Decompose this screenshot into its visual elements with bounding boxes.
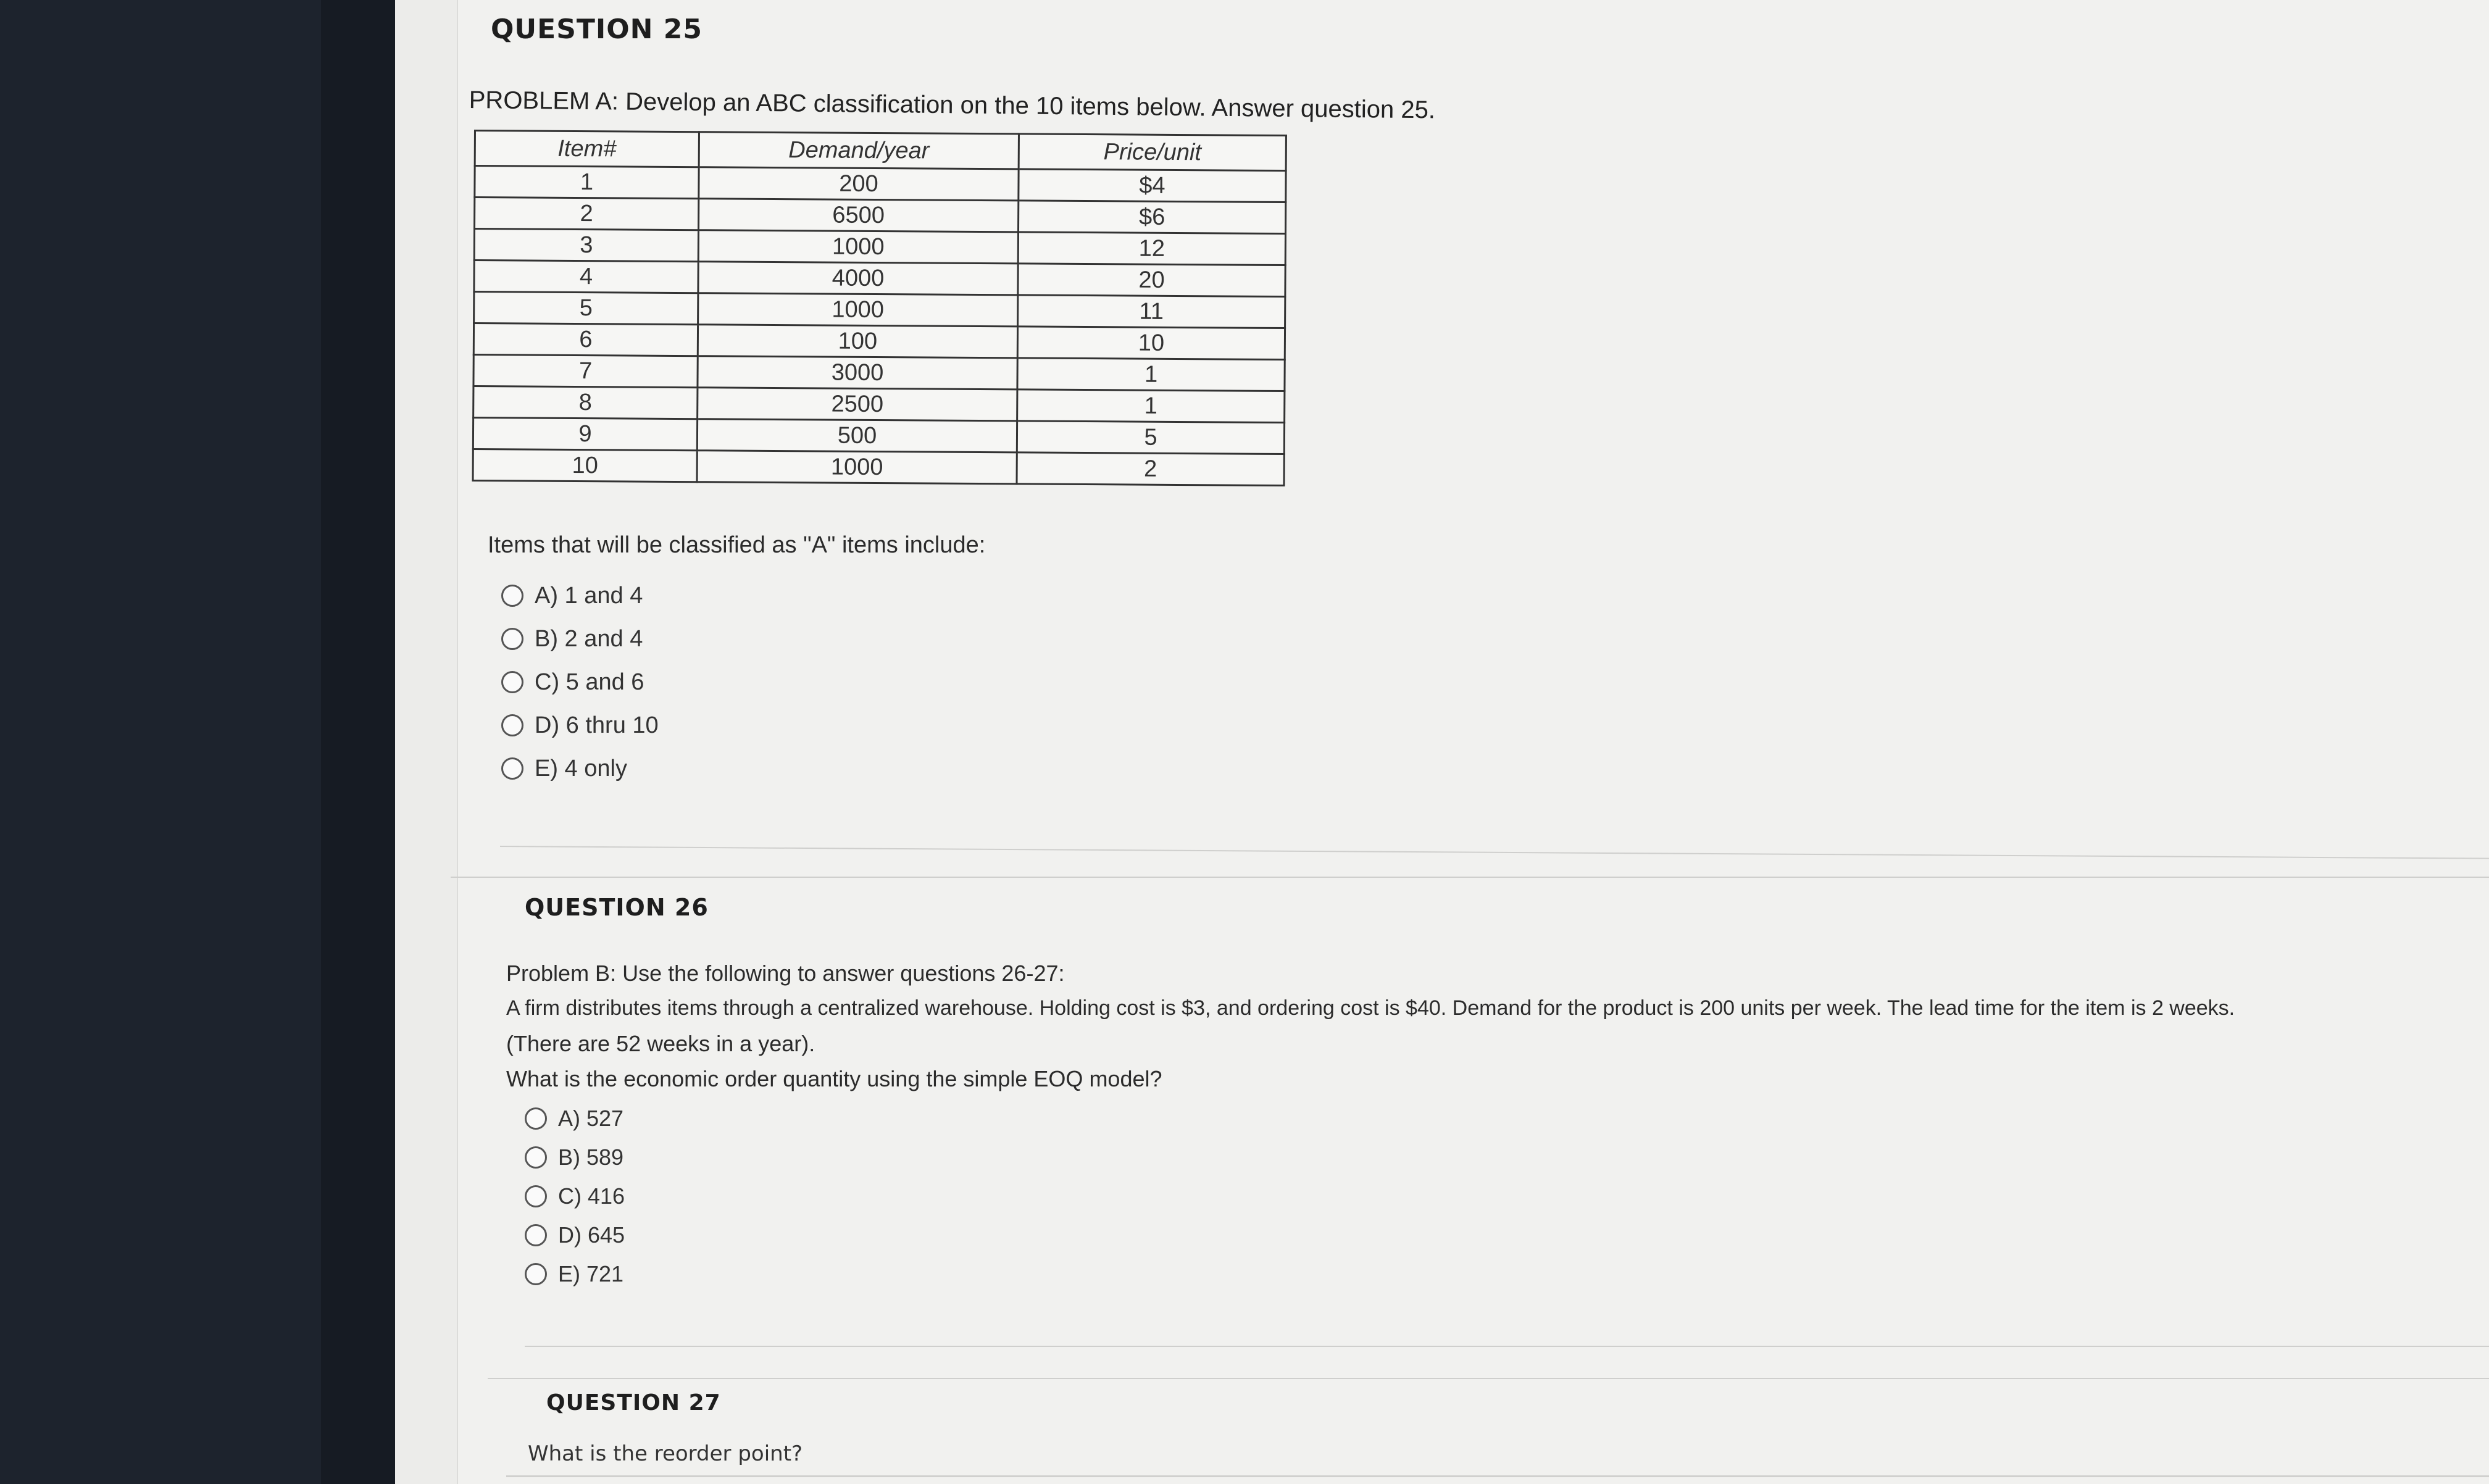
question-26-options [525, 1099, 625, 1293]
table-row [473, 418, 1284, 454]
cell-price: 1 [1017, 390, 1285, 423]
radio-button-icon[interactable] [501, 757, 523, 780]
header-item: Item# [475, 131, 699, 167]
q26-option[interactable] [525, 1215, 625, 1254]
option-label: B) 589 [558, 1144, 624, 1170]
table-header-row [475, 131, 1286, 171]
header-demand: Demand/year [699, 132, 1019, 169]
cell-demand: 500 [697, 419, 1017, 452]
radio-button-icon[interactable] [525, 1107, 547, 1130]
cell-price: $4 [1019, 169, 1286, 202]
left-panel-edge [321, 0, 395, 1484]
table-row [475, 198, 1286, 234]
cell-demand: 200 [699, 167, 1019, 201]
table-row [475, 166, 1286, 202]
option-label: C) 5 and 6 [535, 669, 644, 695]
q26-option[interactable] [525, 1099, 625, 1138]
question-26-title: QUESTION 26 [525, 894, 709, 921]
cell-item: 1 [475, 166, 699, 199]
radio-button-icon[interactable] [501, 628, 523, 650]
question-27-prompt: What is the reorder point? [528, 1441, 803, 1466]
problem-b-text [506, 956, 2469, 1096]
cell-item: 10 [473, 449, 697, 481]
radio-button-icon[interactable] [525, 1146, 547, 1169]
table-row [473, 355, 1285, 391]
problem-a-text: PROBLEM A: Develop an ABC classification on the 10 items below. Answer question 25. [469, 86, 1436, 124]
option-label: A) 1 and 4 [535, 582, 643, 609]
radio-button-icon[interactable] [525, 1263, 547, 1285]
option-label: E) 721 [558, 1261, 624, 1286]
radio-button-icon[interactable] [525, 1224, 547, 1246]
question-25-prompt: Items that will be classified as "A" items include: [488, 532, 986, 558]
cell-demand: 6500 [699, 199, 1019, 232]
option-label: D) 6 thru 10 [535, 712, 659, 738]
radio-button-icon[interactable] [501, 714, 523, 736]
cell-price: 5 [1017, 421, 1284, 454]
cell-demand: 100 [698, 325, 1017, 358]
cell-item: 3 [474, 229, 698, 262]
q25-option[interactable] [501, 747, 659, 790]
cell-item: 7 [473, 355, 698, 388]
question-25-title: QUESTION 25 [491, 14, 703, 45]
q25-option[interactable] [501, 704, 659, 747]
cell-demand: 3000 [698, 356, 1017, 390]
problem-b-line: Problem B: Use the following to answer questions 26-27: [506, 961, 1065, 986]
radio-button-icon[interactable] [501, 671, 523, 693]
q25-option[interactable] [501, 661, 659, 704]
table-row [474, 261, 1285, 297]
table-row [473, 449, 1284, 485]
cell-item: 6 [473, 323, 698, 356]
divider [488, 1378, 2489, 1379]
header-price: Price/unit [1019, 134, 1286, 171]
question-25-options [501, 574, 659, 790]
option-label: C) 416 [558, 1183, 625, 1209]
abc-items-table [472, 130, 1287, 486]
q26-option[interactable] [525, 1138, 625, 1177]
q25-option[interactable] [501, 574, 659, 617]
q25-option[interactable] [501, 617, 659, 661]
cell-item: 4 [474, 261, 698, 293]
cell-item: 2 [475, 198, 699, 230]
table-row [474, 292, 1285, 328]
option-label: E) 4 only [535, 755, 627, 782]
radio-button-icon[interactable] [525, 1185, 547, 1207]
cell-price: 2 [1017, 452, 1284, 486]
cell-item: 5 [474, 292, 698, 325]
option-label: B) 2 and 4 [535, 625, 643, 652]
cell-item: 9 [473, 418, 697, 451]
left-dark-panel [0, 0, 321, 1484]
cell-demand: 1000 [698, 293, 1018, 327]
problem-b-line: (There are 52 weeks in a year). [506, 1031, 815, 1056]
q26-option[interactable] [525, 1177, 625, 1215]
q26-option[interactable] [525, 1254, 625, 1293]
cell-price: 10 [1017, 327, 1285, 360]
problem-b-line: A firm distributes items through a centralized warehouse. Holding cost is $3, and ordering cost is $40. Demand for the product is 200 units per week. The lead time for the item is 2 weeks. [506, 996, 2235, 1020]
answer-box-edge[interactable] [506, 1475, 2489, 1477]
option-label: A) 527 [558, 1105, 624, 1131]
cell-price: $6 [1019, 201, 1286, 234]
divider [451, 877, 2489, 878]
cell-demand: 1000 [697, 451, 1017, 484]
cell-demand: 2500 [698, 388, 1017, 421]
table-row [473, 386, 1285, 423]
problem-b-line: What is the economic order quantity using the simple EOQ model? [506, 1066, 1162, 1091]
table-row [473, 323, 1285, 360]
option-label: D) 645 [558, 1222, 625, 1248]
cell-demand: 1000 [698, 230, 1018, 264]
question-27-title: QUESTION 27 [546, 1390, 721, 1415]
cell-price: 11 [1018, 295, 1285, 328]
cell-item: 8 [473, 386, 698, 419]
table-row [474, 229, 1285, 265]
cell-price: 1 [1017, 358, 1285, 391]
divider [525, 1346, 2489, 1347]
cell-price: 20 [1018, 264, 1285, 297]
radio-button-icon[interactable] [501, 585, 523, 607]
cell-demand: 4000 [698, 262, 1018, 295]
cell-price: 12 [1018, 232, 1285, 265]
